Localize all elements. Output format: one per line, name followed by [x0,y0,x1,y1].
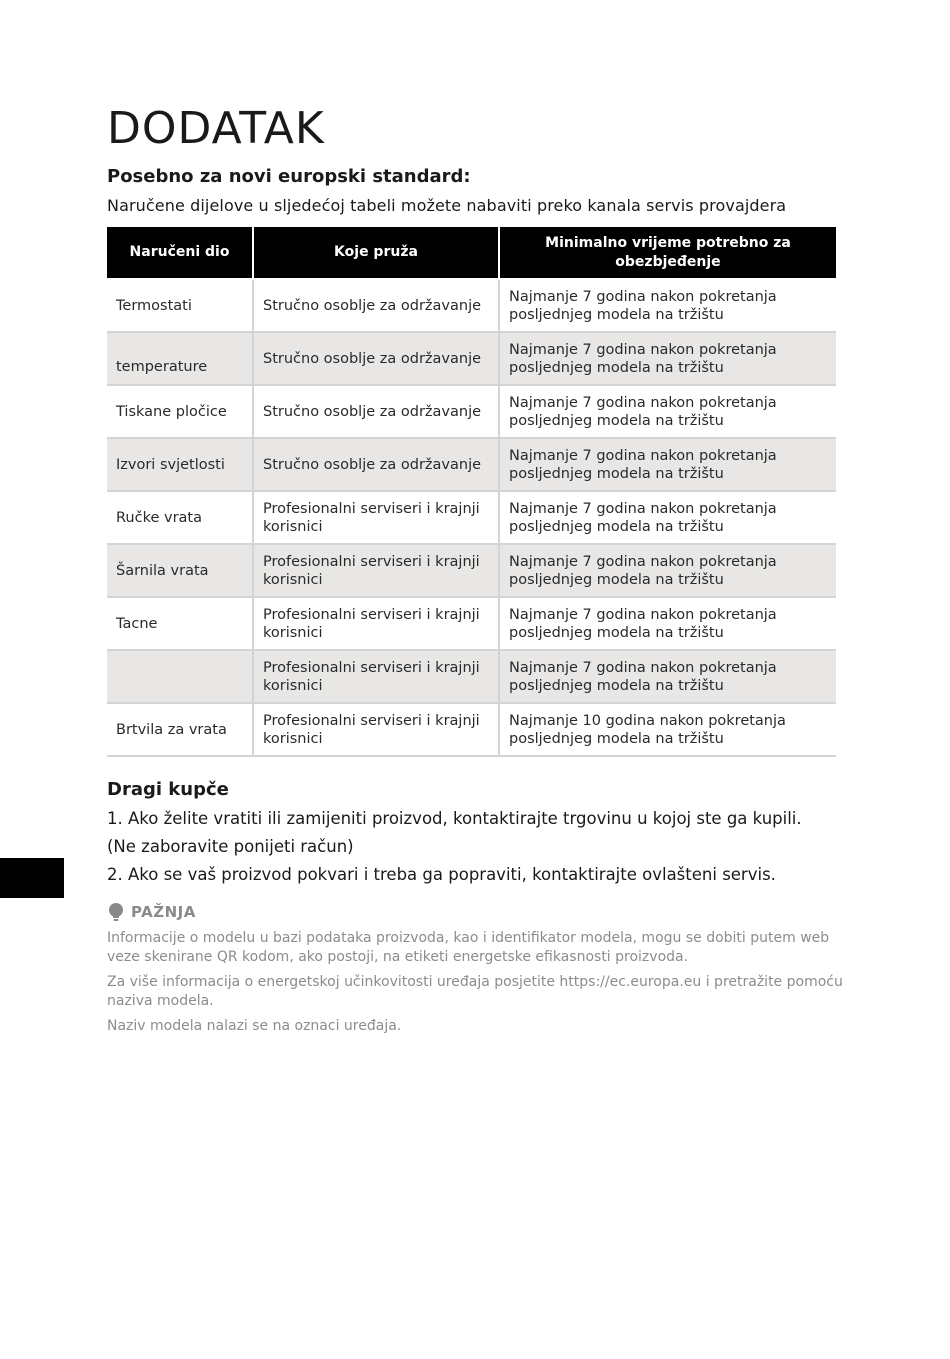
cell-provider: Profesionalni serviseri i krajnji korisnici [253,597,499,650]
note-header [107,901,196,923]
customer-title: Dragi kupče [107,779,229,800]
cell-time: Najmanje 7 godina nakon pokretanja posljednjeg modela na tržištu [499,438,836,491]
cell-part: Šarnila vrata [107,544,253,597]
section-subtitle: Posebno za novi europski standard: [107,166,471,187]
cell-provider: Stručno osoblje za održavanje [253,385,499,438]
cell-time: Najmanje 7 godina nakon pokretanja posljednjeg modela na tržištu [499,385,836,438]
cell-time: Najmanje 10 godina nakon pokretanja posljednjeg modela na tržištu [499,703,836,756]
spare-parts-table [107,227,836,757]
cell-time: Najmanje 7 godina nakon pokretanja posljednjeg modela na tržištu [499,491,836,544]
table-row [107,597,836,650]
header-provider: Koje pruža [253,227,499,279]
cell-time: Najmanje 7 godina nakon pokretanja posljednjeg modela na tržištu [499,544,836,597]
customer-instruction-1: 1. Ako želite vratiti ili zamijeniti proizvod, kontaktirajte trgovinu u kojoj ste ga kupili. [107,809,802,828]
table-row [107,279,836,332]
cell-part: Ručke vrata [107,491,253,544]
lightbulb-icon [107,902,125,922]
customer-instruction-2: 2. Ako se vaš proizvod pokvari i treba ga popraviti, kontaktirajte ovlašteni servis. [107,865,776,884]
page-side-tab [0,858,64,898]
table-header-row [107,227,836,279]
cell-provider: Profesionalni serviseri i krajnji korisnici [253,650,499,703]
cell-provider: Profesionalni serviseri i krajnji korisnici [253,491,499,544]
cell-part [107,650,253,703]
cell-part: Izvori svjetlosti [107,438,253,491]
note-paragraph-qr: Informacije o modelu u bazi podataka proizvoda, kao i identifikator modela, mogu se dobiti putem web veze skenirane QR kodom, ako postoji, na etiketi energetske efikasnosti proizvoda. [107,930,830,965]
table-row [107,438,836,491]
cell-time: Najmanje 7 godina nakon pokretanja posljednjeg modela na tržištu [499,597,836,650]
table-row [107,332,836,385]
note-label: PAŽNJA [131,903,196,921]
cell-part: Termostati [107,279,253,332]
cell-part: Tiskane pločice [107,385,253,438]
cell-provider: Stručno osoblje za održavanje [253,279,499,332]
table-row [107,703,836,756]
table-row [107,491,836,544]
cell-provider: Profesionalni serviseri i krajnji korisnici [253,544,499,597]
cell-part: temperature [107,332,253,385]
cell-part: Brtvila za vrata [107,703,253,756]
table-row [107,650,836,703]
cell-time: Najmanje 7 godina nakon pokretanja posljednjeg modela na tržištu [499,279,836,332]
customer-instruction-receipt: (Ne zaboravite ponijeti račun) [107,837,354,856]
page-title: DODATAK [107,103,325,154]
cell-part: Tacne [107,597,253,650]
header-minimum-time: Minimalno vrijeme potrebno za obezbjeđenje [499,227,836,279]
cell-time: Najmanje 7 godina nakon pokretanja posljednjeg modela na tržištu [499,650,836,703]
note-paragraph-model-label: Naziv modela nalazi se na oznaci uređaja. [107,1018,402,1034]
cell-time: Najmanje 7 godina nakon pokretanja posljednjeg modela na tržištu [499,332,836,385]
cell-provider: Stručno osoblje za održavanje [253,332,499,385]
intro-text: Naručene dijelove u sljedećoj tabeli možete nabaviti preko kanala servis provajdera [107,196,787,215]
header-ordered-part: Naručeni dio [107,227,253,279]
note-paragraph-energy: Za više informacija o energetskoj učinkovitosti uređaja posjetite https://ec.europa.eu i pretražite pomoću naziva modela. [107,974,843,1009]
table-row [107,544,836,597]
cell-provider: Stručno osoblje za održavanje [253,438,499,491]
cell-provider: Profesionalni serviseri i krajnji korisnici [253,703,499,756]
table-row [107,385,836,438]
